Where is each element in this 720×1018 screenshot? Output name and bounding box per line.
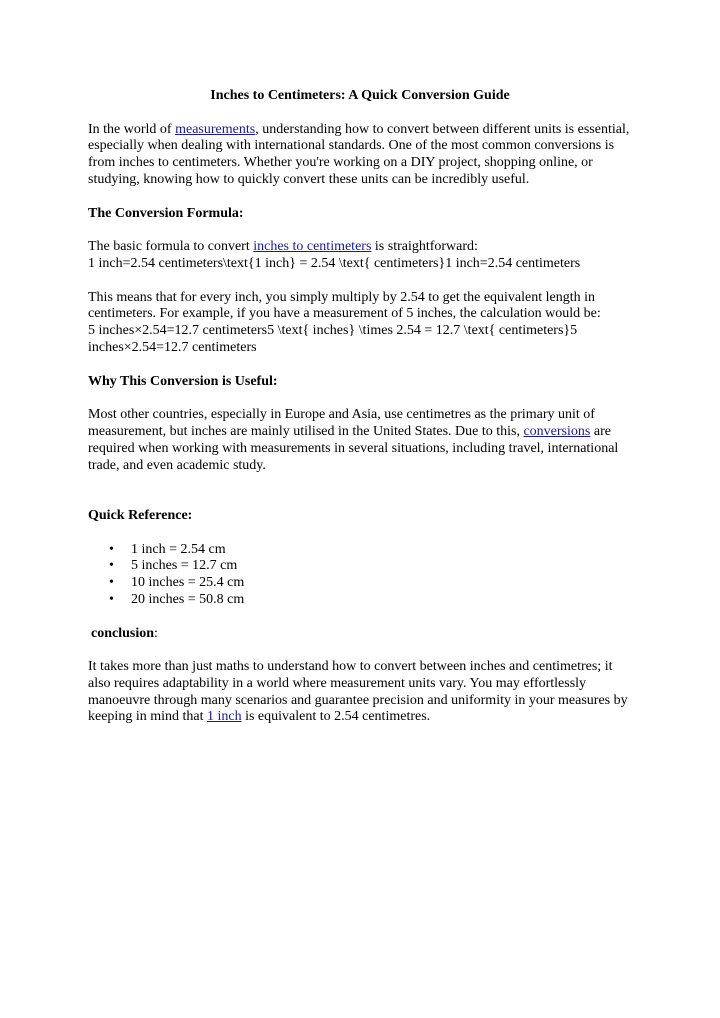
why-text-end: are required when working with measurements in several situations, including travel, international trade, and even academic study. (88, 423, 619, 473)
intro-text-end: , understanding how to convert between different units is essential, especially when dealing with international standards. One of the most common conversions is from inches to centimeters. Whether you're working on a DIY project, shopping online, or studying, knowing how to quickly convert these units can be incredibly useful. (88, 121, 630, 187)
conclusion-heading-line (88, 626, 632, 643)
list-item (109, 558, 632, 575)
spacer (88, 491, 632, 508)
example-text: This means that for every inch, you simply multiply by 2.54 to get the equivalent length in centimeters. For example, if you have a measurement of 5 inches, the calculation would be: (88, 289, 601, 322)
list-item (109, 541, 632, 559)
list-item-text: 5 inches = 12.7 cm (131, 558, 238, 574)
bullet-icon: • (109, 558, 114, 574)
one-inch-link[interactable]: 1 inch (206, 709, 242, 725)
formula-line: 1 inch=2.54 centimeters\text{1 inch} = 2.54 \text{ centimeters}1 inch=2.54 centimeters (88, 255, 581, 271)
why-heading: Why This Conversion is Useful: (88, 373, 278, 389)
quick-reference-list (88, 542, 632, 609)
formula-heading: The Conversion Formula: (88, 205, 244, 221)
intro-paragraph (88, 122, 632, 189)
list-item-text: 10 inches = 25.4 cm (131, 575, 245, 591)
document-title: Inches to Centimeters: A Quick Conversion Guide (210, 88, 510, 103)
intro-text-start: In the world of (88, 121, 176, 137)
example-paragraph (88, 290, 632, 357)
why-text-start: Most other countries, especially in Europe and Asia, use centimetres as the primary unit of measurement, but inches are mainly utilised in the United States. Due to this, (88, 407, 595, 439)
bullet-icon: • (109, 541, 114, 557)
formula-paragraph (88, 239, 632, 273)
list-item-text: 20 inches = 50.8 cm (131, 591, 245, 607)
list-item (109, 575, 632, 592)
example-formula: 5 inches×2.54=12.7 centimeters5 \text{ inches} \times 2.54 = 12.7 \text{ centimeters}5 inches×2.54=12.7 centimeters (88, 323, 578, 355)
formula-intro-text: The basic formula to convert (88, 239, 254, 255)
list-item (109, 591, 632, 609)
conclusion-paragraph (88, 659, 632, 726)
conclusion-text-start: It takes more than just maths to understand how to convert between inches and centimetres; it also requires adaptability in a world where measurement units vary. You may effortlessly manoeuvre through many scenarios and guarantee precision and uniformity in your measures by keeping in mind that (88, 659, 628, 725)
why-paragraph (88, 407, 632, 474)
conclusion-heading-colon: : (154, 625, 158, 641)
list-item-text: 1 inch = 2.54 cm (131, 541, 226, 557)
formula-intro-end: is straightforward: (371, 239, 478, 255)
measurements-link[interactable]: measurements (175, 121, 256, 137)
bullet-icon: • (109, 591, 114, 607)
conclusion-heading: conclusion (91, 625, 155, 641)
bullet-icon: • (109, 575, 114, 591)
quick-reference-heading: Quick Reference: (88, 507, 193, 523)
inches-to-centimeters-link[interactable]: inches to centimeters (253, 239, 372, 255)
conversions-link[interactable]: conversions (523, 423, 591, 439)
conclusion-text-end: is equivalent to 2.54 centimetres. (241, 709, 431, 725)
